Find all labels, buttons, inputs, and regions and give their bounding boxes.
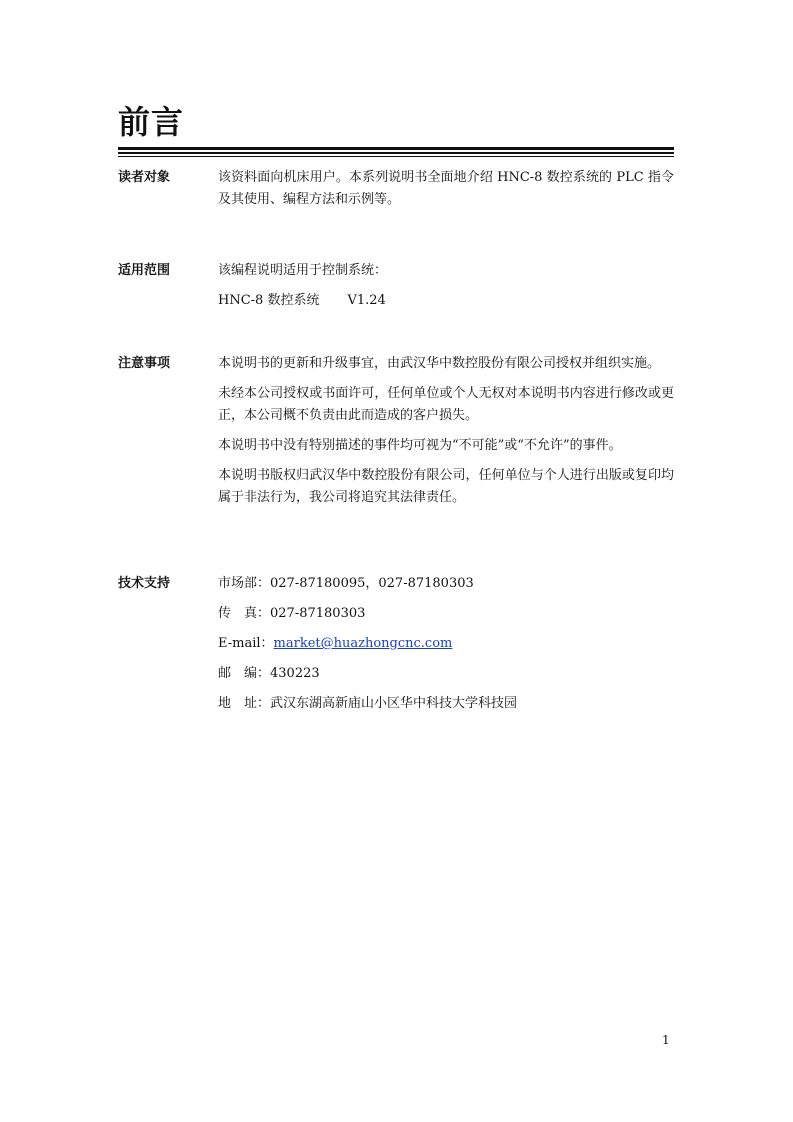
support-market-line	[218, 573, 674, 595]
support-zip-value: 430223	[270, 666, 320, 681]
audience-text: 该资料面向机床用户。本系列说明书全面地介绍 HNC-8 数控系统的 PLC 指令及其使用、编程方法和示例等。	[218, 170, 674, 207]
title-rule-mid	[118, 152, 674, 154]
scope-product-line	[218, 290, 674, 312]
support-fax-label: 传 真：	[218, 606, 271, 621]
section-label-audience: 读者对象	[118, 170, 171, 185]
section-label-support: 技术支持	[118, 576, 171, 591]
support-zip-label: 邮 编：	[218, 666, 271, 681]
page-title: 前言	[118, 103, 185, 141]
section-label-scope: 适用范围	[118, 263, 171, 278]
support-address-label: 地 址：	[218, 696, 271, 711]
section-body-audience	[218, 167, 674, 219]
notes-paragraph: 本说明书版权归武汉华中数控股份有限公司，任何单位与个人进行出版或复印均属于非法行为，我公司将追究其法律责任。	[218, 468, 674, 505]
section-body-scope	[218, 260, 674, 320]
section-body-support	[218, 573, 674, 723]
scope-version: V1.24	[347, 293, 386, 308]
notes-paragraph: 本说明书的更新和升级事宜，由武汉华中数控股份有限公司授权并组织实施。	[218, 356, 661, 371]
support-zip-line	[218, 663, 674, 685]
support-address-value: 武汉东湖高新庙山小区华中科技大学科技园	[270, 696, 518, 711]
support-address-line	[218, 693, 674, 715]
page-number: 1	[662, 1033, 670, 1047]
section-body-notes	[218, 353, 674, 517]
support-email-link[interactable]: market@huazhongcnc.com	[273, 636, 453, 651]
title-rule-thick	[118, 147, 674, 150]
scope-text: 该编程说明适用于控制系统：	[218, 263, 388, 278]
support-email-line	[218, 633, 674, 655]
support-fax-line	[218, 603, 674, 625]
support-email-label: E-mail：	[218, 636, 274, 651]
scope-product: HNC-8 数控系统	[218, 293, 320, 308]
support-fax-value: 027-87180303	[270, 606, 366, 621]
support-market-label: 市场部：	[218, 576, 271, 591]
support-market-value: 027-87180095，027-87180303	[270, 576, 474, 591]
title-rule-thin	[118, 156, 674, 157]
section-label-notes: 注意事项	[118, 356, 171, 371]
notes-paragraph: 未经本公司授权或书面许可，任何单位或个人无权对本说明书内容进行修改或更正，本公司概不负责由此而造成的客户损失。	[218, 386, 674, 423]
notes-paragraph: 本说明书中没有特别描述的事件均可视为“不可能”或“不允许”的事件。	[218, 438, 622, 453]
